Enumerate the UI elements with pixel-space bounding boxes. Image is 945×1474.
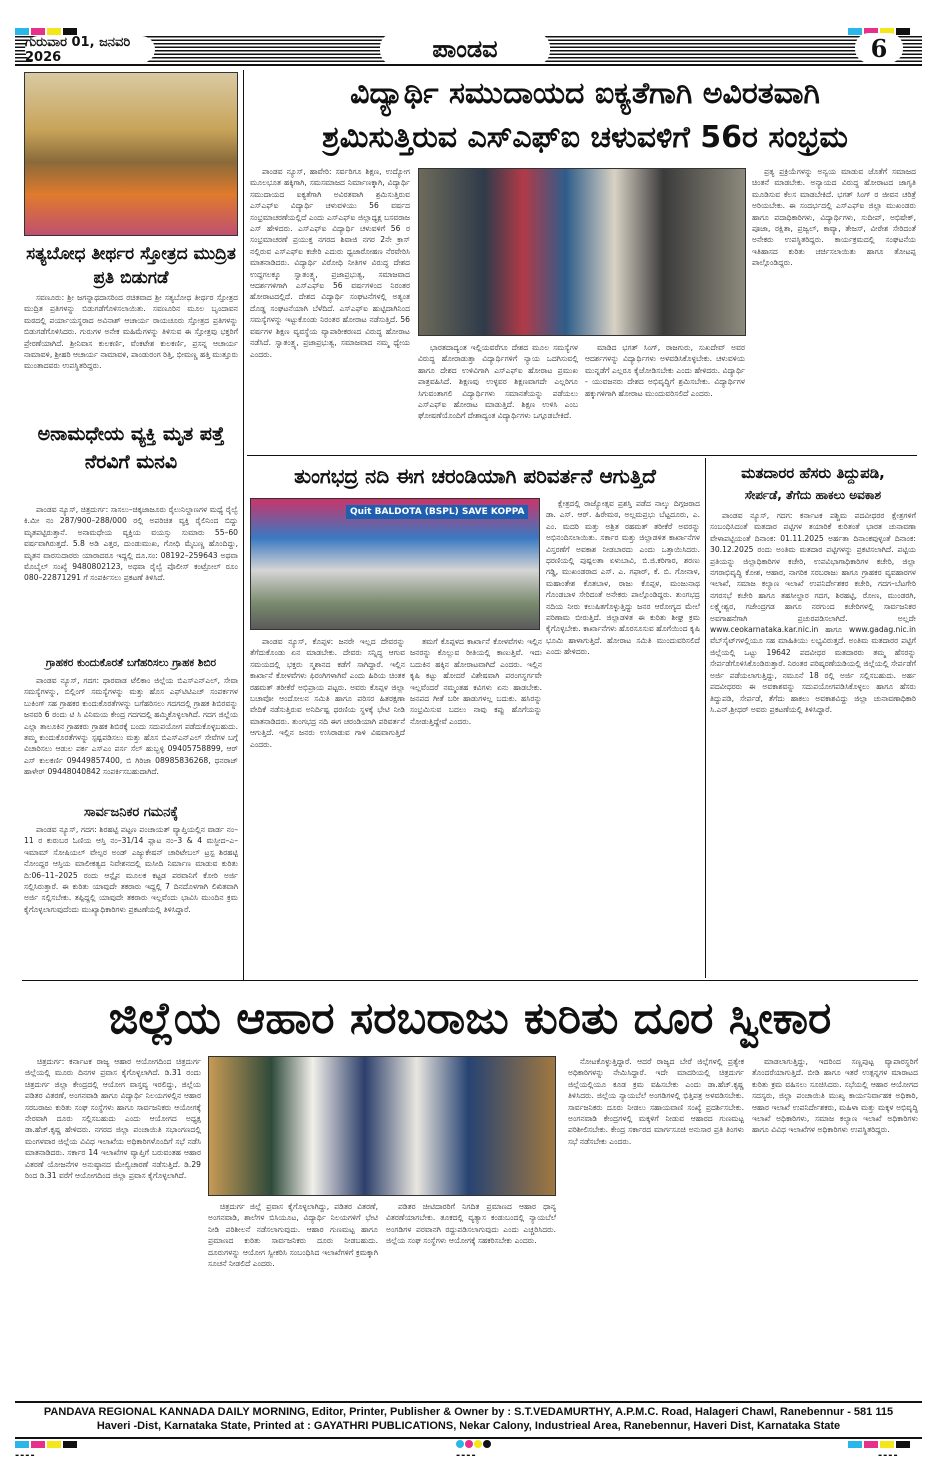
article-body: ತಮಗೆ ಕೊಪ್ಪಳದ ಕಾರ್ಖಾನೆ ಕೋಳವೆಗಳು ಇಲ್ಲಿನ ಜನರನ್ನು ಕೊಲ್ಲುವ ರೀತಿಯಲ್ಲಿ ಕಾಣುತ್ತಿವೆ. ಇದು ಬದುಕಿನ ಹಕ್ಕಿನ ಹೋರಾಟವಾಗಿದೆ ಎಂದರು. ಇಲ್ಲಿನ ಕೃಷಿ ಕಟ್ಟು ಹೋದರೆ ವಿಶೇಷವಾಗಿ ಪರಂಗಸ್ಥರ್ಗವೇ ಇಲ್ಲವೆಂದರೆ ನಮ್ಮಂತಹ ಕವಿಗಳು ಏನು ಹಾಡಬೇಕು. ಜನಪದ ಗೀತೆ ಬರೀ ಹಾಡುಗಳಲ್ಲ ಬದುಕು. ಹಸಿರನ್ನು ಸಂಭ್ರಮಿಸುವ ಬದಲು ನಾವು ಕಪ್ಪು ಹೊಗೆಯನ್ನು ನೋಡುತ್ತಿದ್ದೇವೆ ಎಂದರು. xyxy=(410,637,542,726)
headline-food-supply: ಜಿಲ್ಲೆಯ ಆಹಾರ ಸರಬರಾಜು ಕುರಿತು ದೂರ ಸ್ವೀಕಾರ xyxy=(108,993,832,1044)
headline-unknown-person: ಅನಾಮಧೇಯ ವ್ಯಕ್ತಿ ಮೃತ ಪತ್ತೆ ನೆರವಿಗೆ ಮನವಿ xyxy=(37,423,225,473)
headline-tungabhadra: ತುಂಗಭದ್ರ ನದಿ ಈಗ ಚರಂಡಿಯಾಗಿ ಪರಿವರ್ತನೆ ಆಗುತ್ತಿದೆ xyxy=(294,464,656,488)
article-body: ಚಿತ್ರದುರ್ಗ ಜಿಲ್ಲೆ ಪ್ರವಾಸ ಕೈಗೊಳ್ಳಲಾಗಿದ್ದು, ಪಡಿತರ ವಿತರಣೆ, ಅಂಗನವಾಡಿ, ಶಾಲೆಗಳ ಬಿಸಿಯೂಟ, ವಿದ್ಯಾರ್ಥಿ ನಿಲಯಗಳಿಗೆ ಭೇಟಿ ನೀಡಿ ಪರಿಶೀಲನೆ ನಡೆಸಲಾಗುವುದು. ಆಹಾರ ಗುಣಮಟ್ಟ ಹಾಗೂ ಪ್ರಮಾಣದ ಕುರಿತು ಸಾರ್ವಜನಿಕರು ದೂರು ನೀಡಬಹುದು. ದೂರುಗಳನ್ನು ಆಯೋಗ ಸ್ವೀಕರಿಸಿ ಸಂಬಂಧಿಸಿದ ಇಲಾಖೆಗಳಿಗೆ ಕ್ರಮಕ್ಕಾಗಿ ಸೂಚನೆ ನೀಡಲಿದೆ ಎಂದರು. xyxy=(208,1202,378,1269)
crop-mark: ---- xyxy=(456,1450,477,1461)
lead-article-col1 xyxy=(250,166,410,451)
food-col5 xyxy=(752,1056,918,1396)
tungabhadra-col-right xyxy=(546,498,700,975)
photo-sfi-students xyxy=(418,168,746,336)
lead-article-col4 xyxy=(752,166,916,451)
cmyk-circles-mark xyxy=(456,1440,491,1448)
article-body: ಪಾಂಡವ ನ್ಯೂಸ್, ಚಿತ್ರದುರ್ಗ: ಸಾಸಲು–ಚಿಕ್ಕಜಾಜೂರು ರೈಲುನಿಲ್ದಾಣಗಳ ಮಧ್ಯೆ ರೈಲ್ವೆ ಕಿ.ಮೀ ನಂ 287/900–288/000 ರಲ್ಲಿ ಅಪರಿಚಿತ ವ್ಯಕ್ತಿ ರೈಲಿನಿಂದ ಬಿದ್ದು ಮೃತಪಟ್ಟಿರುತ್ತಾನೆ. ಅನಾಮಧೇಯ ವ್ಯಕ್ತಿಯ ವಯಸ್ಸು ಸುಮಾರು 55–60 ವರ್ಷವಾಗಿರುತ್ತದೆ. 5.8 ಅಡಿ ಎತ್ತರ, ದುಂಡುಮುಖ, ಗೋಧಿ ಮೈಬಣ್ಣ ಹೊಂದಿದ್ದು, ಮೃತನ ವಾರಸುದಾರರು ಯಾರಾದರೂ ಇದ್ದಲ್ಲಿ ದೂ.ಸಂ: 08192–259643 ಅಥವಾ ಮೊಬೈಲ್ ಸಂಖ್ಯೆ 9480802123, ಅಥವಾ ರೈಲ್ವೆ ಪೊಲೀಸ್ ಕಂಟ್ರೋಲ್ ರೂಂ 080–22871291 ಗೆ ಸಂಪರ್ಕಿಸಲು ಪ್ರಕಟಣೆ ತಿಳಿಸಿದೆ. xyxy=(24,505,238,583)
article-body: ನೋಟಕೊಳ್ಳುತ್ತಿದ್ದಾರೆ. ಆದರೆ ರಾಜ್ಯದ ಬೇರೆ ಜಿಲ್ಲೆಗಳಲ್ಲಿ ಪ್ರತ್ಯೇಕ ಅಧಿಕಾರಿಗಳನ್ನು ನೇಮಿಸಿದ್ದಾರೆ. ಇದೇ ಮಾದರಿಯಲ್ಲಿ ಚಿತ್ರದುರ್ಗ ಜಿಲ್ಲೆಯಲ್ಲಿಯೂ ಕೂಡ ಕ್ರಮ ವಹಿಸಬೇಕು ಎಂದು ಡಾ.ಹೆಚ್.ಕೃಷ್ಣ ತಿಳಿಸಿದರು. ಜಿಲ್ಲೆಯ ನ್ಯಾಯಬೆಲೆ ಅಂಗಡಿಗಳಲ್ಲಿ ಭಿತ್ತಿಪತ್ರ ಅಳವಡಿಸಬೇಕು. ಸಾರ್ವಜನಿಕರು ದೂರು ನೀಡಲು ಸಹಾಯವಾಣಿ ಸಂಖ್ಯೆ ಪ್ರದರ್ಶಿಸಬೇಕು. ಅಂಗನವಾಡಿ ಕೇಂದ್ರಗಳಲ್ಲಿ ಮಕ್ಕಳಿಗೆ ನೀಡುವ ಆಹಾರದ ಗುಣಮಟ್ಟ ಪರಿಶೀಲಿಸಬೇಕು. ಕೇಂದ್ರ ಸರ್ಕಾರದ ಮಾರ್ಗಸೂಚಿ ಅನುಸಾರ ಪ್ರತಿ ತಿಂಗಳು ಸಭೆ ನಡೆಸಬೇಕು ಎಂದರು. xyxy=(568,1057,744,1146)
headline-line: ಮತದಾರರ ಹೆಸರು ತಿದ್ದುಪಡಿ, xyxy=(741,464,885,482)
article-body: ಪಾಂಡವ ನ್ಯೂಸ್, ಗದಗ: ಧಾರವಾಡ ಟೆಲಿಕಾಂ ಜಿಲ್ಲೆಯ ಬಿಎಸ್‌ಎನ್‌ಎಲ್, ಸೇವಾ ಸಮಸ್ಯೆಗಳನ್ನು, ಬಿಲ್ಲಿಂಗ್ ಸಮಸ್ಯೆಗಳನ್ನು ಮತ್ತು ಹೊಸ ಎಫ್‌ಟಿಟಿಎಚ್ ಸಂಪರ್ಕಗಳ ಬುಕಿಂಗ್ ಸಹ ಗ್ರಾಹಕರ ಕುಂದುಕೊರತೆಗಳನ್ನು ಬಗೆಹರಿಸಲು ಗದಗದಲ್ಲಿ ಗ್ರಾಹಕ ಶಿಬಿರವನ್ನು ಜನವರಿ 6 ರಂದು ಟಿ ಸಿ ವಿನಿಮಯ ಕೇಂದ್ರ ಗದಗದಲ್ಲಿ ಹಮ್ಮಿಕೊಳ್ಳಲಾಗಿದೆ. ಗದಗ ಜಿಲ್ಲೆಯ ಎಲ್ಲಾ ತಾಲೂಕಿನ ಗ್ರಾಹಕರು ಗ್ರಾಹಕ ಶಿಬಿರಕ್ಕೆ ಬಂದು ಸದುಪಯೋಗ ಪಡೆದುಕೊಳ್ಳಬಹುದು. ತಮ್ಮ ಕುಂದುಕೊರತೆಗಳನ್ನು ಸ್ಪಷ್ಟಪಡಿಸಲು ಮತ್ತು ಹೊಸ ಬಿಎಸ್‌ಎನ್‌ಎಲ್ ಸೇವೆಗಳ ಬಗ್ಗೆ ವಿಚಾರಿಸಲು ಆಡುಲ ಪರ್ಕ ಎಸ್‌ಎಂ ಪರ್ಸ ಸೆಲ್ ಹುಬ್ಬಳ್ಳಿ 09405758899, ಆರ್ ಎಸ್ ಕುಲಕರ್ಣಿ 09449857400, ಬಿ ಗಿರಿಜಾ 08985836268, ಧನರಾಜ್ ಹಾಳೇರ್ 09448040842 ಸಂಪರ್ಕಿಸಬಹುದಾಗಿದೆ. xyxy=(24,676,238,777)
article-body: ಸವಣೂರು: ಶ್ರೀ ಜಗನ್ನಾಥದಾಸರಿಂದ ರಚಿತವಾದ ಶ್ರೀ ಸತ್ಯಬೋಧ ತೀರ್ಥರ ಸ್ತೋತ್ರದ ಮುದ್ರಿತ ಪ್ರತಿಗಳನ್ನು ಬಿಡುಗಡೆಗೊಳಿಸಲಾಯಿತು. ಸವಣೂರಿನ ಮೂಲ ಬೃಂದಾವನ ಮಠದಲ್ಲಿ ಪರ್ಯಾಯಸ್ಥರಾದ ಅವಿನಾಶ್ ಆಚಾರ್ಯ ರಾಯಚೂರು ಸ್ತೋತ್ರದ ಪ್ರತಿಗಳನ್ನು ಬಿಡುಗಡೆಗೊಳಿಸಿದರು. ಗುರುಗಳ ಅನೇಕ ಮಹಿಮೆಗಳನ್ನು ತಿಳಿಸುವ ಈ ಸ್ತೋತ್ರವು ಭಕ್ತರಿಗೆ ಪ್ರೇರಣೆಯಾಗಿದೆ. ಶ್ರೀನಿವಾಸ ಕುಲಕರ್ಣಿ, ವೆಂಕಟೇಶ ಕುಲಕರ್ಣಿ, ಪ್ರಸನ್ನ ಆಚಾರ್ಯ ನಾಮಾವಳಿ, ಶ್ರೀಹರಿ ಆಚಾರ್ಯ ನಾಮಾವಳಿ, ಪಾಂಡುರಂಗ ರಿತ್ತಿ, ಭೀಮಣ್ಣ ಹತ್ತಿ ಮುತ್ತೂರು ಮುಂತಾದವರು ಉಪಸ್ಥಿತರಿದ್ದರು. xyxy=(24,293,238,371)
page-number: 6 xyxy=(855,33,903,63)
headline-voter-list xyxy=(710,462,916,506)
lead-headline-line2: ಶ್ರಮಿಸುತ್ತಿರುವ ಎಸ್‌ಎಫ್‌ಐ ಚಳುವಳಿಗೆ 56ರ ಸಂಭ್ರಮ xyxy=(322,120,848,155)
footer-rule xyxy=(15,1437,922,1439)
headline-customer-camp: ಗ್ರಾಹಕರ ಕುಂದುಕೊರತೆ ಬಗೆಹರಿಸಲು ಗ್ರಾಹಕ ಶಿಬಿರ xyxy=(45,657,217,669)
article-voter-list xyxy=(710,510,916,975)
article-body: ಮಾಡಿದ ಭಗತ್ ಸಿಂಗ್, ರಾಜಗುರು, ಸುಖದೇವ್ ಅವರ ಆದರ್ಶಗಳನ್ನು ವಿದ್ಯಾರ್ಥಿಗಳು ಅಳವಡಿಸಿಕೊಳ್ಳಬೇಕು. ಚಳುವಳಿಯ ಮುನ್ನಡೆಗೆ ಎಲ್ಲರೂ ಕೈಜೋಡಿಸಬೇಕು ಎಂದು ಹೇಳಿದರು. ವಿದ್ಯಾರ್ಥಿ - ಯುವಜನರು ದೇಶದ ಅಭಿವೃದ್ಧಿಗೆ ಶ್ರಮಿಸಬೇಕು. ವಿದ್ಯಾರ್ಥಿಗಳ ಹಕ್ಕುಗಳಿಗಾಗಿ ಹೋರಾಟ ಮುಂದುವರಿಸಲಿದೆ ಎಂದರು. xyxy=(585,343,745,398)
article-body: ಭಾರತದಾದ್ಯಂತ ಇಲ್ಲಿಯವರೆಗೂ ದೇಶದ ಮೂಲ ಸಮಸ್ಯೆಗಳ ವಿರುದ್ಧ ಹೋರಾಡುತ್ತಾ ವಿದ್ಯಾರ್ಥಿಗಳಿಗೆ ನ್ಯಾಯ ಒದಗಿಸುವಲ್ಲಿ ಹಾಗೂ ದೇಶದ ಉಳಿವಿಗಾಗಿ ಎಸ್‌ಎಫ್‌ಐ ಹೋರಾಟ ಪ್ರಮುಖ ಪಾತ್ರವಹಿಸಿದೆ. ಶಿಕ್ಷಣವು ಉಳ್ಳವರ ಶಿಕ್ಷಣವಾಗದೇ ಎಲ್ಲರಿಗೂ ಸಿಗುವಂತಾಗಲಿ ವಿದ್ಯಾರ್ಥಿಗಳು ಸಮಾನತೆಯನ್ನು ಪಡೆಯಲು ಎಸ್‌ಎಫ್‌ಐ ಹೋರಾಟ ಮಾಡುತ್ತಿದೆ. ಶಿಕ್ಷಣ ಉಳಿಸಿ ಎಂಬ ಘೋಷಣೆಯೊಂದಿಗೆ ದೇಶಾದ್ಯಂತ ವಿದ್ಯಾರ್ಥಿಗಳು ಒಗ್ಗೂಡಬೇಕಿದೆ. xyxy=(418,343,578,421)
crop-mark: ---- xyxy=(878,1450,899,1461)
article-customer-camp xyxy=(24,675,238,797)
masthead-rule xyxy=(15,64,922,66)
crop-mark: ---- xyxy=(15,1450,36,1461)
imprint-line: Haveri -Dist, Karnataka State, Printed at : GAYATHRI PUBLICATIONS, Nekar Calony, Industrieal Area, Ranebennur, Haveri Dist, Karnataka State xyxy=(96,1420,841,1432)
article-body: ಕ್ಷೇತ್ರದಲ್ಲಿ ರಾಜ್ಯೋತ್ಸವ ಪ್ರಶಸ್ತಿ ಪಡೆದ ನಾಲ್ಕು ದಿಗ್ಗಜರಾದ ಡಾ. ಎಸ್. ಆರ್. ಹಿರೇಮಠ, ಅಲ್ಲಮಪ್ರಭು ಬೆಟ್ಟದೂರು, ಎ. ಎಂ. ಮದರಿ ಮತ್ತು ಅಶ್ರಿತ ರಹಮತ್ ತರೀಕೆರೆ ಅವರನ್ನು ಅಭಿನಂದಿಸಲಾಯಿತು. ಸರ್ಕಾರ ಮತ್ತು ಜಿಲ್ಲಾಡಳಿತ ಕಾರ್ಖಾನೆಗಳ ವಿಸ್ತರಣೆಗೆ ಅವಕಾಶ ನೀಡಬಾರದು ಎಂದು ಒತ್ತಾಯಿಸಿದರು. ಧರಣಿಯಲ್ಲಿ ಪುಷ್ಪಲತಾ ಏಳುಬಾವಿ, ಬಿ.ಜಿ.ಕರಿಗಾರ, ಶರಣು ಗಡ್ಡಿ, ಮುಖಂಡರಾದ ಎಸ್. ಎ. ಗಫಾರ್, ಕೆ. ಬಿ. ಗೋನಾಳ, ಮಹಾಂತೇಶ ಕೊತಬಾಳ, ರಾಜು ಕೊಪ್ಪಳ, ಮಂಜುನಾಥ ಗೊಂಡಬಾಳ ಸೇರಿದಂತೆ ಅನೇಕರು ಪಾಲ್ಗೊಂಡಿದ್ದರು. ತುಂಗಭದ್ರ ನದಿಯ ನೀರು ಕಲುಷಿತಗೊಳ್ಳುತ್ತಿದ್ದು ಜನರ ಆರೋಗ್ಯದ ಮೇಲೆ ಪರಿಣಾಮ ಬೀರುತ್ತಿದೆ. ಜಿಲ್ಲಾಡಳಿತ ಈ ಕುರಿತು ಶೀಘ್ರ ಕ್ರಮ ಕೈಗೊಳ್ಳಬೇಕು. ಕಾರ್ಖಾನೆಗಳು ಹೊರಸೂಸುವ ಹೊಗೆಯಿಂದ ಕೃಷಿ ಭೂಮಿ ಹಾಳಾಗುತ್ತಿದೆ. ಹೋರಾಟ ಸಮಿತಿ ಮುಂದುವರಿಸಲಿದೆ ಎಂದು ಹೇಳಿದರು. xyxy=(546,499,700,657)
article-public-notice xyxy=(24,824,238,974)
article-body: ಪಾಂಡವ ನ್ಯೂಸ್, ಗದಗ: ಶಿರಹಟ್ಟಿ ಪಟ್ಟಣ ಪಂಚಾಯತ್ ವ್ಯಾಪ್ತಿಯಲ್ಲಿನ ವಾರ್ಡ ನಂ–11 ರ ಕುರುಬರ ಓಣಿಯ ಆಸ್ತಿ ನಂ–31/14 ಪ್ಲಾಟ ನಂ–3 & 4 ಮಸ್ಜೀದ–ಎ–ಇಮಾಮ್ ಸೋಷಿಯಲ್ ವೇಲ್ಪರ ಅಂಡ್ ಎಜ್ಯುಕೇಷನ್ ಚಾರಿಟೇಬಲ್ ಟ್ರಸ್ಟ ಶಿರಹಟ್ಟಿ ನೋಂದ್ದರ ಆಸ್ತಿಯ ಮಾಲೀಕತ್ವದ ನಿವೇಶನದಲ್ಲಿ ಮಸೀದಿ ನಿರ್ಮಾಣ ಮಾಡುವ ಕುರಿತು ದಿ:06–11–2025 ರಂದು ಆನ್ಲೈನ ಮೂಲಕ ಕಟ್ಟಡ ಪರವಾನಿಗೆ ಕೋರಿ ಅರ್ಜಿ ಸಲ್ಲಿಸಿರುತ್ತಾರೆ. ಈ ಕುರಿತು ಯಾವುದೇ ತಕರಾರು ಇದ್ದಲ್ಲಿ 7 ದಿನದೊಳಗಾಗಿ ಲಿಖಿತವಾಗಿ ಅರ್ಜಿ ಸಲ್ಲಿಸಬೇಕು. ತಪ್ಪಿದ್ದಲ್ಲಿ ಯಾವುದೇ ತಕರಾರು ಇಲ್ಲವೆಂದು ಭಾವಿಸಿ ಮುಂದಿನ ಕ್ರಮ ಕೈಗೊಳ್ಳಲಾಗುವುದೆಂದು ಮುಖ್ಯಾಧಿಕಾರಿಗಳು ಪ್ರಕಟಣೆಯಲ್ಲಿ ತಿಳಿಸಿದ್ದಾರೆ. xyxy=(24,825,238,914)
section-rule xyxy=(22,980,918,981)
column-divider xyxy=(243,70,244,980)
photo-food-commission-meeting xyxy=(208,1056,556,1196)
photo-protest-dharna xyxy=(250,498,540,630)
article-body: ಪಾಂಡವ ನ್ಯೂಸ್, ಗದಗ: ಕರ್ನಾಟಕ ಪಶ್ಚಿಮ ಪದವೀಧರರ ಕ್ಷೇತ್ರಗಳಿಗೆ ಸಂಬಂಧಿಸಿದಂತೆ ಮತದಾರ ಪಟ್ಟಿಗಳ ತಯಾರಿಕೆ ಕುರಿತಂತೆ ಭಾರತ ಚುನಾವಣಾ ವೇಳಾಪಟ್ಟಿಯಂತೆ ದಿನಾಂಕ: 01.11.2025 ಅರ್ಹತಾ ದಿನಾಂಕವುಳ್ಳಂತೆ ದಿನಾಂಕ: 30.12.2025 ರಂದು ಅಂತಿಮ ಮತದಾರ ಪಟ್ಟಿಗಳನ್ನು ಪ್ರಕಟಿಸಲಾಗಿದೆ. ಪಟ್ಟಿಯ ಪ್ರತಿಯನ್ನು ಜಿಲ್ಲಾಧಿಕಾರಿಗಳ ಕಚೇರಿ, ಉಪವಿಭಾಗಾಧಿಕಾರಿಗಳ ಕಚೇರಿ, ಜಿಲ್ಲಾ ನಗರಾಭಿವೃದ್ಧಿ ಕೋಶ, ಆಹಾರ, ನಾಗರಿಕ ಸರಬರಾಜು ಹಾಗೂ ಗ್ರಾಹಕರ ವ್ಯವಹಾರಗಳ ಇಲಾಖೆ, ಸಮಾಜ ಕಲ್ಯಾಣ ಇಲಾಖೆ ಉಪನಿರ್ದೇಶಕರ ಕಚೇರಿ, ಗದಗ–ಬೆಟಗೇರಿ ನಗರಸಭೆ ಕಚೇರಿ ಹಾಗೂ ತಹಸೀಲ್ದಾರ ಗದಗ, ಶಿರಹಟ್ಟಿ, ರೋಣ, ಮುಂಡರಗಿ, ಲಕ್ಷ್ಮೇಶ್ವರ, ಗಜೇಂದ್ರಗಡ ಹಾಗೂ ನರಗುಂದ ಕಚೇರಿಗಳಲ್ಲಿ ಸಾರ್ವಜನಿಕರ ಅವಗಾಹನೆಗಾಗಿ ಪ್ರಚುರಪಡಿಸಲಾಗಿದೆ. ಅಲ್ಲದೇ www.ceokarnataka.kar.nic.in ಹಾಗೂ www.gadag.nic.in ವೆಬ್‌ಸೈಟ್‌ಗಳಲ್ಲಿಯೂ ಸಹ ಮಾಹಿತಿಯು ಲಭ್ಯವಿರುತ್ತದೆ. ಅಂತಿಮ ಮತದಾರರ ಪಟ್ಟಿಗೆ ಜಿಲ್ಲೆಯಲ್ಲಿ ಒಟ್ಟು 19642 ಪದವೀಧರ ಮತದಾರರು ತಮ್ಮ ಹೆಸರನ್ನು ಸೇರ್ಪಡೆಗೊಳಿಸಿಕೊಂಡಿರುತ್ತಾರೆ. ನಿರಂತರ ಪರಿಷ್ಕರಣೆಯಡಿಯಲ್ಲಿ ಜಿಲ್ಲೆಯಲ್ಲಿ ಸೇರ್ಪಡೆಗೆ ಅರ್ಜಿ ಪಡೆಯಲಾಗುತ್ತಿದ್ದು, ನಮೂನೆ 18 ರಲ್ಲಿ ಅರ್ಜಿ ಸಲ್ಲಿಸಬಹುದು. ಅರ್ಹ ಪದವೀಧರರು ಈ ಅವಕಾಶವನ್ನು ಸದುಪಯೋಗಪಡಿಸಿಕೊಳ್ಳಲು ಹಾಗೂ ಹೆಸರು ತಿದ್ದುಪಡಿ, ಸೇರ್ಪಡೆ, ತೆಗೆದು ಹಾಕಲು ಅವಕಾಶವಿದ್ದು ಜಿಲ್ಲಾ ಚುನಾವಣಾಧಿಕಾರಿ ಸಿ.ಎನ್.ಶ್ರೀಧರ್ ಅವರು ಪ್ರಕಟಣೆಯಲ್ಲಿ ತಿಳಿಸಿದ್ದಾರೆ. xyxy=(710,511,916,714)
footer-rule xyxy=(15,1401,922,1403)
article-body: ಪಡಿತರ ಚೀಟಿದಾರರಿಗೆ ನಿಗದಿತ ಪ್ರಮಾಣದ ಆಹಾರ ಧಾನ್ಯ ವಿತರಣೆಯಾಗಬೇಕು. ತೂಕದಲ್ಲಿ ವ್ಯತ್ಯಾಸ ಕಂಡುಬಂದಲ್ಲಿ ನ್ಯಾಯಬೆಲೆ ಅಂಗಡಿಗಳ ಪರವಾನಗಿ ರದ್ದುಪಡಿಸಲಾಗುವುದು ಎಂದು ಎಚ್ಚರಿಸಿದರು. ಜಿಲ್ಲೆಯ ಸಂಘ ಸಂಸ್ಥೆಗಳು ಆಯೋಗಕ್ಕೆ ಸಹಕರಿಸಬೇಕು ಎಂದರು. xyxy=(386,1202,556,1246)
issue-date: ಗುರುವಾರ 01, ಜನವರಿ 2026 xyxy=(25,36,155,63)
tungabhadra-col2 xyxy=(410,636,542,975)
article-body: ಪಾಂಡವ ನ್ಯೂಸ್, ಕೊಪ್ಪಳ: ಜನರೇ ಇಲ್ಲದ ದೇವರನ್ನು ತೆಗೆದುಕೊಂಡು ಏನ ಮಾಡಬೇಕು. ದೇವರು ಸನ್ನಿದ್ಧ ಆಗುವ ಸಮಯದಲ್ಲಿ ಭಕ್ತರು ಸ್ಮಶಾನದ ಕಡೆಗೆ ಸಾಗಿದ್ದಾರೆ. ಇಲ್ಲಿನ ಕಾರ್ಖಾನೆ ಕೋಳವೆಗಳು ಫಿರಂಗಿಗಳಾಗಿವೆ ಎಂದು ಹಿರಿಯ ಚಿಂತಕ ರಹಮತ್ ತರೀಕೆರೆ ಅಭಿಪ್ರಾಯ ಪಟ್ಟರು. ಅವರು ಕೊಪ್ಪಳ ಜಿಲ್ಲಾ ಬಚಾವೋ ಆಂದೋಲನ ಸಮಿತಿ ಹಾಗೂ ಪರಿಸರ ಹಿತರಕ್ಷಣಾ ವೇದಿಕೆ ನಡೆಸುತ್ತಿರುವ ಅನಿರ್ದಿಷ್ಟ ಧರಣಿಯ ಸ್ಥಳಕ್ಕೆ ಭೇಟಿ ನೀಡಿ ಮಾತನಾಡಿದರು. ತುಂಗಭದ್ರ ನದಿ ಈಗ ಚರಂಡಿಯಾಗಿ ಪರಿವರ್ತನೆ ಆಗುತ್ತಿದೆ. ಇಲ್ಲಿನ ಜನರು ಉಸಿರಾಡುವ ಗಾಳಿ ವಿಷವಾಗುತ್ತಿದೆ ಎಂದರು. xyxy=(250,637,405,749)
lead-article-col2 xyxy=(418,342,578,450)
article-body: ಪಾಂಡವ ನ್ಯೂಸ್, ಹಾವೇರಿ: ಸರ್ವರಿಗೂ ಶಿಕ್ಷಣ, ಉದ್ಯೋಗ ಮೂಲಭೂತ ಹಕ್ಕಿಗಾಗಿ, ಸಮಸಮಾಜದ ನಿರ್ಮಾಣಕ್ಕಾಗಿ, ವಿದ್ಯಾರ್ಥಿ ಸಮುದಾಯದ ಐಕ್ಯತೆಗಾಗಿ ಅವಿರತವಾಗಿ ಶ್ರಮಿಸುತ್ತಿರುವ ಎಸ್‌ಎಫ್‌ಐ ವಿದ್ಯಾರ್ಥಿ ಚಳುವಳಿಯು 56 ವರ್ಷದ ಸಂಭ್ರಮಾಚರಣೆಯಲ್ಲಿದೆ ಎಂದು ಎಸ್‌ಎಫ್‌ಐ ಜಿಲ್ಲಾಧ್ಯಕ್ಷ ಬಸವರಾಜ ಎಸ್ ಹೇಳಿದರು. ಎಸ್‌ಎಫ್‌ಐ ವಿದ್ಯಾರ್ಥಿ ಚಳುವಳಿಗೆ 56 ರ ಸಂಭ್ರಮಾಚರಣೆ ಪ್ರಯುಕ್ತ ನಗರದ ಶಿವಾಜಿ ನಗರ 2ನೇ ಕ್ರಾಸ್ ನಲ್ಲಿರುವ ಎಸ್‌ಎಫ್‌ಐ ಕಚೇರಿ ಎದುರು ಧ್ವಜಾರೋಹಣ ನೆರವೇರಿಸಿ ಮಾತನಾಡಿದರು. ವಿದ್ಯಾರ್ಥಿ ವಿರೋಧಿ ನೀತಿಗಳ ವಿರುದ್ಧ ದೇಶದ ಉದ್ದಗಲಕ್ಕೂ ಸ್ವಾತಂತ್ರ್ಯ, ಪ್ರಜಾಪ್ರಭುತ್ವ, ಸಮಾಜವಾದ ಆದರ್ಶಗಳಿಗಾಗಿ ಎಸ್‌ಎಫ್‌ಐ 56 ವರ್ಷಗಳಿಂದ ನಿರಂತರ ಹೋರಾಟದಲ್ಲಿದೆ. ದೇಶದ ವಿದ್ಯಾರ್ಥಿ ಸಂಘಟನೆಗಳಲ್ಲಿ ಅತ್ಯಂತ ದೊಡ್ಡ ಸಂಘಟನೆಯಾಗಿ ಬೆಳೆದಿದೆ. ಎಸ್‌ಎಫ್‌ಐ ಹುಟ್ಟಿದಾಗಿನಿಂದ ಸಮಸ್ಯೆಗಳನ್ನು ಇಟ್ಟುಕೊಂಡು ನಿರಂತರ ಹೋರಾಟ ನಡೆಸುತ್ತಿದೆ. 56 ವರ್ಷಗಳ ಶಿಕ್ಷಣ ವ್ಯವಸ್ಥೆಯ ವ್ಯಾಪಾರೀಕರಣದ ವಿರುದ್ಧ ಹೋರಾಟ ನಡೆಸಿದೆ. ಸ್ವಾತಂತ್ರ್ಯ, ಪ್ರಜಾಪ್ರಭುತ್ವ, ಸಮಾಜವಾದ ನಮ್ಮ ಧ್ಯೇಯ ಎಂದರು. xyxy=(250,167,410,359)
protest-banner-text: Quit BALDOTA (BSPL) SAVE KOPPA xyxy=(346,505,528,519)
cmyk-registration-mark xyxy=(848,1441,910,1448)
article-stotra-release xyxy=(24,292,238,414)
headline-line: ಸೇರ್ಪಡೆ, ತೆಗೆದು ಹಾಕಲು ಅವಕಾಶ xyxy=(744,488,882,502)
lead-headline xyxy=(250,72,920,160)
tungabhadra-col1 xyxy=(250,636,405,975)
headline-stotra-release: ಸತ್ಯಬೋಧ ತೀರ್ಥರ ಸ್ತೋತ್ರದ ಮುದ್ರಿತ ಪ್ರತಿ ಬಿಡುಗಡೆ xyxy=(26,244,236,288)
article-body: ಪ್ರತ್ಯ ಪ್ರಕ್ರಿಯೆಗಳನ್ನು ಅನ್ವಯ ಮಾಡುವ ಜೊತೆಗೆ ಸಮಾಜದ ಚಿಂತನೆ ಮಾಡಬೇಕು. ಅನ್ಯಾಯದ ವಿರುದ್ಧ ಹೋರಾಟದ ಜಾಗೃತಿ ಮೂಡಿಸುವ ಕೆಲಸ ಮಾಡಬೇಕಿದೆ. ಭಗತ್ ಸಿಂಗ್ ರ ಜೀವನ ಚರಿತ್ರೆ ಅರಿಯಬೇಕು. ಈ ಸಂದರ್ಭದಲ್ಲಿ ಎಸ್‌ಎಫ್‌ಐ ಜಿಲ್ಲಾ ಮುಖಂಡರು ಹಾಗೂ ಪದಾಧಿಕಾರಿಗಳು, ವಿದ್ಯಾರ್ಥಿಗಳು, ಸುದೀಪ್, ಅಭಿಷೇಕ್, ಪೂಜಾ, ರಕ್ಷಿತಾ, ಪ್ರಜ್ವಲ್, ಕಾವ್ಯಾ, ತೇಜಸ್, ವೀರೇಶ ಸೇರಿದಂತೆ ಅನೇಕರು ಉಪಸ್ಥಿತರಿದ್ದರು. ಕಾರ್ಯಕ್ರಮದಲ್ಲಿ ಸಂಘಟನೆಯ ಇತಿಹಾಸದ ಕುರಿತು ಚರ್ಚಿಸಲಾಯಿತು ಹಾಗೂ ತೋಟಪ್ಪ ಪಾಲ್ಗೊಂಡಿದ್ದರು. xyxy=(752,167,916,268)
lead-article-col3 xyxy=(585,342,745,450)
photo-temple-release xyxy=(24,72,238,236)
food-col1 xyxy=(25,1056,201,1396)
section-rule xyxy=(247,455,917,456)
paper-name-logo: ಪಾಂಡವ xyxy=(380,33,550,65)
food-col2 xyxy=(208,1201,378,1396)
article-body: ಮಾಡಲಾಗುತ್ತಿದ್ದು, ಇದರಿಂದ ಸಣ್ಣಪುಟ್ಟ ವ್ಯಾಪಾರಸ್ಥರಿಗೆ ತೊಂದರೆಯಾಗುತ್ತಿದೆ. ಬೀಡಿ ಹಾಗೂ ಇತರೆ ಉತ್ಪನ್ನಗಳ ಮಾರಾಟದ ಕುರಿತು ಕ್ರಮ ವಹಿಸಲು ಸೂಚಿಸಿದರು. ಸಭೆಯಲ್ಲಿ ಆಹಾರ ಆಯೋಗದ ಸದಸ್ಯರು, ಜಿಲ್ಲಾ ಪಂಚಾಯಿತಿ ಮುಖ್ಯ ಕಾರ್ಯನಿರ್ವಾಹಕ ಅಧಿಕಾರಿ, ಆಹಾರ ಇಲಾಖೆ ಉಪನಿರ್ದೇಶಕರು, ಮಹಿಳಾ ಮತ್ತು ಮಕ್ಕಳ ಅಭಿವೃದ್ಧಿ ಇಲಾಖೆ ಅಧಿಕಾರಿಗಳು, ಸಮಾಜ ಕಲ್ಯಾಣ ಇಲಾಖೆ ಅಧಿಕಾರಿಗಳು ಹಾಗೂ ವಿವಿಧ ಇಲಾಖೆಗಳ ಅಧಿಕಾರಿಗಳು ಉಪಸ್ಥಿತರಿದ್ದರು. xyxy=(752,1057,918,1135)
food-col3 xyxy=(386,1201,556,1396)
cmyk-registration-mark xyxy=(15,1441,77,1448)
imprint-line: PANDAVA REGIONAL KANNADA DAILY MORNING, Editor, Printer, Publisher & Owner by : S.T.VEDAMURTHY, A.P.M.C. Road, Halageri Chawl, Ranebennur - 581 115 xyxy=(43,1406,894,1418)
column-divider xyxy=(705,458,706,978)
food-col4 xyxy=(568,1056,744,1396)
headline-public-notice: ಸಾರ್ವಜನಿಕರ ಗಮನಕ್ಕೆ xyxy=(83,805,179,820)
imprint xyxy=(15,1405,922,1433)
article-unknown-person xyxy=(24,504,238,650)
lead-headline-line1: ವಿದ್ಯಾರ್ಥಿ ಸಮುದಾಯದ ಐಕ್ಯತೆಗಾಗಿ ಅವಿರತವಾಗಿ xyxy=(350,76,820,111)
article-body: ಚಿತ್ರದುರ್ಗ: ಕರ್ನಾಟಕ ರಾಜ್ಯ ಆಹಾರ ಆಯೋಗದಿಂದ ಚಿತ್ರದುರ್ಗ ಜಿಲ್ಲೆಯಲ್ಲಿ ಮೂರು ದಿನಗಳ ಪ್ರವಾಸ ಕೈಗೊಳ್ಳಲಾಗಿದೆ. ಡಿ.31 ರಂದು ಚಿತ್ರದುರ್ಗ ಜಿಲ್ಲಾ ಕೇಂದ್ರದಲ್ಲಿ ಆಯೋಗ ವಾಸ್ತವ್ಯ ಇರಲಿದ್ದು, ಜಿಲ್ಲೆಯ ಪಡಿತರ ವಿತರಣೆ, ಅಂಗನವಾಡಿ ಹಾಗೂ ವಿದ್ಯಾರ್ಥಿ ನಿಲಯಗಳಲ್ಲಿನ ಆಹಾರ ಸರಬರಾಜು ಕುರಿತು ಸಂಘ ಸಂಸ್ಥೆಗಳು ಹಾಗೂ ಸಾರ್ವಜನಿಕರು ಆಯೋಗಕ್ಕೆ ನೇರವಾಗಿ ದೂರು ಸಲ್ಲಿಸಬಹುದು ಎಂದು ಆಯೋಗದ ಅಧ್ಯಕ್ಷ ಡಾ.ಹೆಚ್.ಕೃಷ್ಣ ಹೇಳಿದರು. ನಗರದ ಜಿಲ್ಲಾ ಪಂಚಾಯಿತಿ ಸಭಾಂಗಣದಲ್ಲಿ ಮಂಗಳವಾರ ಜಿಲ್ಲೆಯ ವಿವಿಧ ಇಲಾಖೆಯ ಅಧಿಕಾರಿಗಳೊಂದಿಗೆ ಸಭೆ ನಡೆಸಿ ಮಾತನಾಡಿದರು. ಸರ್ಕಾರ 14 ಇಲಾಖೆಗಳ ವ್ಯಾಪ್ತಿಗೆ ಬರುವಂತಹ ಆಹಾರ ವಿತರಣೆ ಯೋಜನೆಗಳ ಅನುಷ್ಠಾನದ ಮೇಲ್ವಿಚಾರಣೆ ನಡೆಸುತ್ತಿದೆ. ಡಿ.29 ರಿಂದ ಡಿ.31 ವರೆಗೆ ಆಯೋಗದಿಂದ ಜಿಲ್ಲಾ ಪ್ರವಾಸ ಕೈಗೊಳ್ಳಲಾಗಿದೆ. xyxy=(25,1057,201,1181)
